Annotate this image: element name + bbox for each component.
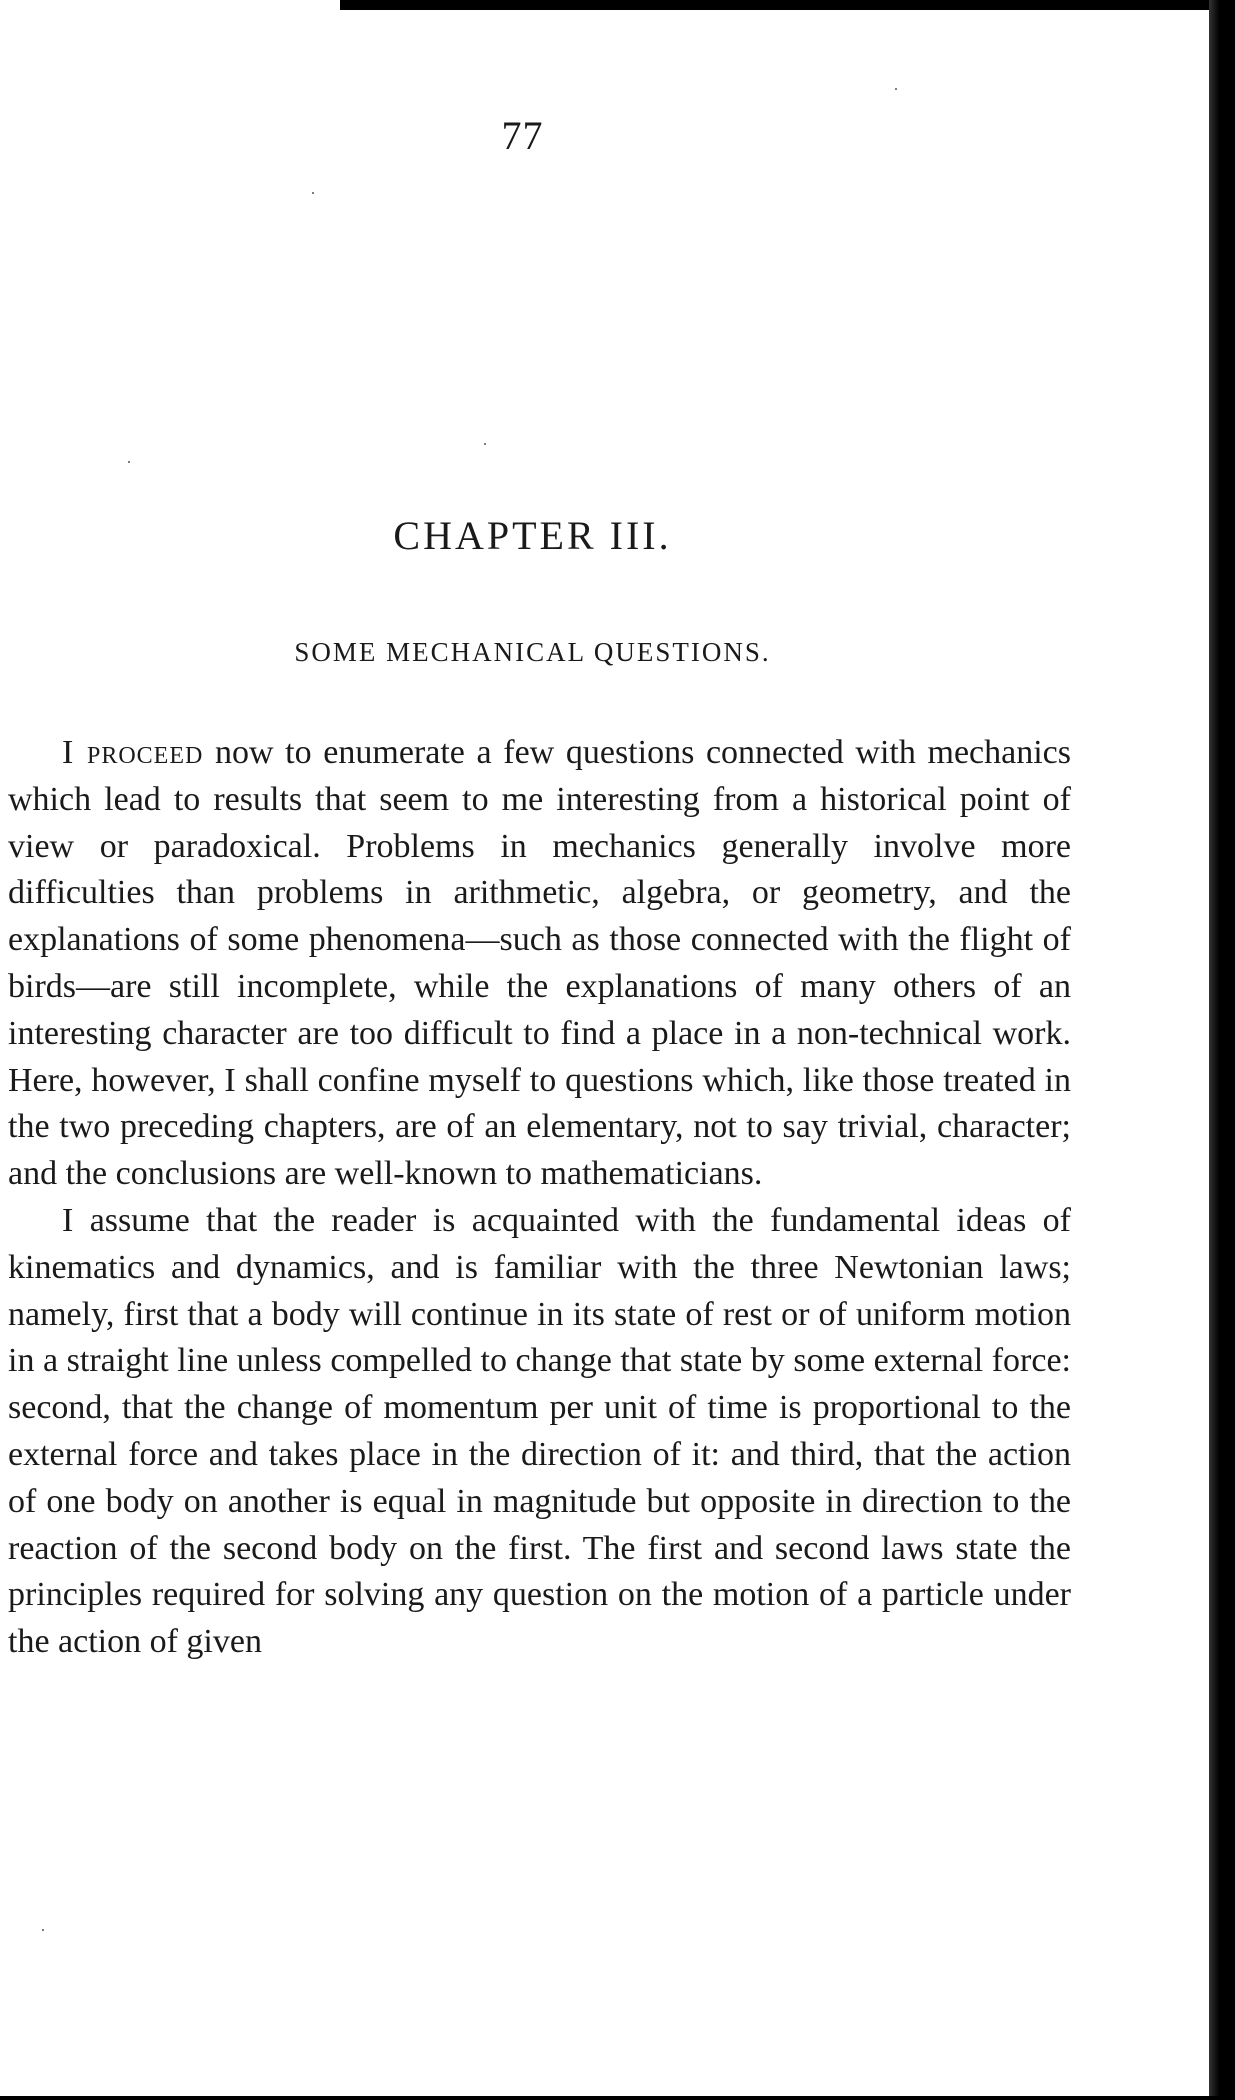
paragraph-2-text: I assume that the reader is acquainted with the fundamental ideas of kinematics and dynamics, and is familiar with the three Newtonian laws; namely, first that a body will continue in its state of rest or of uniform motion in a straight line unless compelled to change that state by some external force: second, that the change of momentum per unit of time is proportional to the external force and takes place in the direction of it: and third, that the action of one body on another is equal in magnitude but opposite in direction to the reaction of the second body on the first. The first and second laws state the principles required for solving any question on the motion of a particle under the action of given	[8, 1201, 1071, 1661]
body-text	[8, 730, 1071, 1666]
scan-edge-top	[340, 0, 1235, 10]
scan-speck	[484, 443, 486, 445]
paragraph-lead-word: I proceed	[62, 734, 204, 771]
paragraph-1	[8, 730, 1071, 1198]
chapter-title: CHAPTER III.	[393, 513, 672, 558]
paragraph-2	[8, 1198, 1071, 1666]
paragraph-1-text: now to enumerate a few questions connected with mechanics which lead to results that seem to me interesting from a historical point of view or paradoxical. Problems in mechanics generally involve more difficulties than problems in arithmetic, algebra, or geometry, and the explanations of some phenomena—such as those connected with the flight of birds—are still incomplete, while the explanations of many others of an interesting character are too difficult to find a place in a non-technical work. Here, however, I shall confine myself to questions which, like those treated in the two preceding chapters, are of an elementary, not to say trivial, character; and the conclusions are well-known to mathematicians.	[8, 734, 1072, 1193]
chapter-subtitle: SOME MECHANICAL QUESTIONS.	[294, 637, 771, 667]
page-number: 77	[501, 113, 544, 158]
scan-edge-right	[1209, 0, 1235, 2100]
scan-speck	[312, 192, 314, 194]
scan-speck	[128, 461, 130, 463]
scan-speck	[42, 1929, 44, 1931]
scan-speck	[895, 88, 897, 90]
scan-edge-bottom	[0, 2096, 1235, 2100]
